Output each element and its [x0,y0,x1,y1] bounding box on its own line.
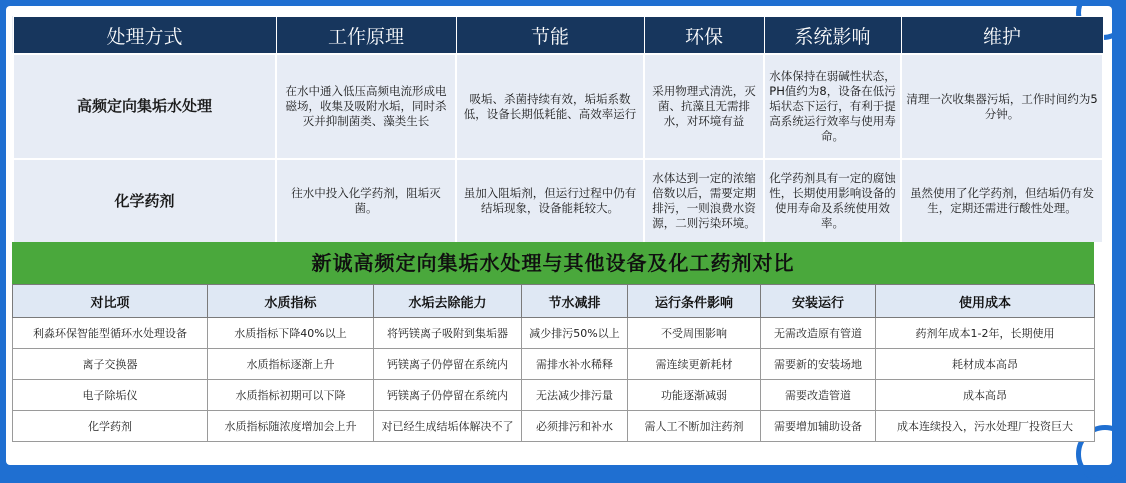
table-cell: 吸垢、杀菌持续有效，垢垢系数低，设备长期低耗能、高效率运行 [456,54,644,159]
header-principle: 工作原理 [276,17,456,55]
table-cell: 无法减少排污量 [522,380,628,411]
table-cell: 需要新的安装场地 [761,349,876,380]
table-cell: 成本连续投入，污水处理厂投资巨大 [876,411,1095,442]
table-cell: 耗材成本高昂 [876,349,1095,380]
header-maintenance: 维护 [901,17,1103,55]
header-scale-removal: 水垢去除能力 [374,285,522,318]
table-cell: 虽然使用了化学药剂，但结垢仍有发生，定期还需进行酸性处理。 [901,159,1103,243]
table-cell: 水体达到一定的浓缩倍数以后，需要定期排污，一则浪费水资源，二则污染环境。 [644,159,764,243]
table-row [13,318,1095,349]
header-water-saving: 节水减排 [522,285,628,318]
header-installation: 安装运行 [761,285,876,318]
table-cell: 药剂年成本1-2年，长期使用 [876,318,1095,349]
table-cell: 虽加入阻垢剂，但运行过程中仍有结垢现象，设备能耗较大。 [456,159,644,243]
table-cell: 必须排污和补水 [522,411,628,442]
comparison-table [12,284,1095,442]
header-operating-conditions: 运行条件影响 [628,285,761,318]
table-row [13,380,1095,411]
header-method: 处理方式 [13,17,276,55]
table-row [13,159,1103,243]
table-cell: 需要改造管道 [761,380,876,411]
table-cell: 需排水补水稀释 [522,349,628,380]
header-environment: 环保 [644,17,764,55]
table-cell: 清理一次收集器污垢，工作时间约为5分钟。 [901,54,1103,159]
header-energy: 节能 [456,17,644,55]
header-cost: 使用成本 [876,285,1095,318]
table-cell: 钙镁离子仍停留在系统内 [374,349,522,380]
table-cell: 功能逐渐减弱 [628,380,761,411]
table-cell: 往水中投入化学药剂，阻垢灭菌。 [276,159,456,243]
table-row [13,54,1103,159]
table-cell: 对已经生成结垢体解决不了 [374,411,522,442]
table-cell: 无需改造原有管道 [761,318,876,349]
comparison-banner: 新诚高频定向集垢水处理与其他设备及化工药剂对比 [12,242,1094,284]
table-cell: 需人工不断加注药剂 [628,411,761,442]
table-row [13,349,1095,380]
header-item: 对比项 [13,285,208,318]
table-cell: 化学药剂 [13,411,208,442]
table-cell: 需连续更新耗材 [628,349,761,380]
table-cell: 采用物理式清洗，灭菌、抗藻且无需排水，对环境有益 [644,54,764,159]
table-cell: 电子除垢仪 [13,380,208,411]
table-cell: 水质指标逐渐上升 [208,349,374,380]
content-frame [6,6,1112,465]
table-cell: 钙镁离子仍停留在系统内 [374,380,522,411]
row-label: 高频定向集垢水处理 [13,54,276,159]
table-cell: 化学药剂具有一定的腐蚀性，长期使用影响设备的使用寿命及系统使用效率。 [764,159,901,243]
row-label: 化学药剂 [13,159,276,243]
header-water-quality: 水质指标 [208,285,374,318]
table-cell: 利淼环保智能型循环水处理设备 [13,318,208,349]
table-cell: 不受周围影响 [628,318,761,349]
table-cell: 需要增加辅助设备 [761,411,876,442]
table-cell: 减少排污50%以上 [522,318,628,349]
table-row [13,411,1095,442]
table-cell: 水体保持在弱碱性状态，PH值约为8，设备在低污垢状态下运行，有利于提高系统运行效率与使用寿命。 [764,54,901,159]
table-cell: 水质指标下降40%以上 [208,318,374,349]
header-system-impact: 系统影响 [764,17,901,55]
table-cell: 成本高昂 [876,380,1095,411]
table-cell: 水质指标随浓度增加会上升 [208,411,374,442]
table-cell: 水质指标初期可以下降 [208,380,374,411]
table-cell: 在水中通入低压高频电流形成电磁场，收集及吸附水垢，同时杀灭并抑制菌类、藻类生长 [276,54,456,159]
table-cell: 离子交换器 [13,349,208,380]
table-cell: 将钙镁离子吸附到集垢器 [374,318,522,349]
treatment-method-table [12,16,1104,244]
